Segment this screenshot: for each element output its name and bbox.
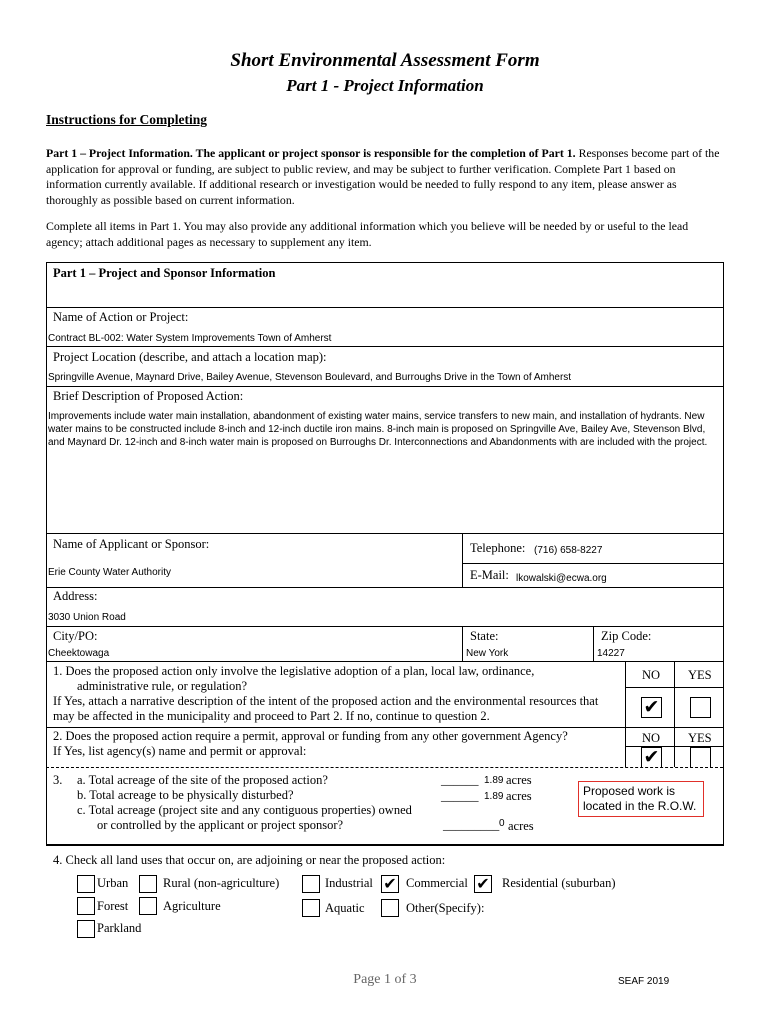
aquatic-label: Aquatic — [325, 901, 365, 915]
aquatic-checkbox[interactable] — [302, 899, 320, 917]
commercial-checkbox[interactable]: ✔ — [381, 875, 399, 893]
divider — [46, 626, 723, 627]
q4-text: 4. Check all land uses that occur on, are adjoining or near the proposed action: — [53, 853, 446, 867]
city-field[interactable]: Cheektowaga — [48, 648, 110, 659]
applicant-label: Name of Applicant or Sponsor: — [53, 537, 210, 551]
q3c-text-line-2: or controlled by the applicant or project sponsor? — [97, 818, 344, 832]
other-label: Other(Specify): — [406, 901, 485, 915]
q1-text-line-3: If Yes, attach a narrative description of the intent of the proposed action and the environmental resources that — [53, 694, 599, 708]
parkland-checkbox[interactable] — [77, 920, 95, 938]
email-label: E-Mail: — [470, 568, 509, 582]
q3c-text-line-1: c. Total acreage (project site and any contiguous properties) owned — [77, 803, 412, 817]
q1-text-line-4: may be affected in the municipality and proceed to Part 2. If no, continue to question 2. — [53, 709, 490, 723]
agriculture-label: Agriculture — [163, 899, 221, 913]
address-label: Address: — [53, 589, 98, 603]
forest-label: Forest — [97, 899, 129, 913]
q3b-underline: ______ — [441, 789, 479, 803]
q1-yes-checkbox[interactable] — [690, 697, 711, 718]
description-field[interactable]: Improvements include water main installation, abandonment of existing water mains, service transfers to new main, and installation of hydrants. New water mains to be constructed include 8-inch and 12-inch ductile iron mains. 8-inch main is proposed on Springville Ave, Bailey Ave, Stevenson Blvd, and Maynard Dr. 12-inch and 8-inch water main is proposed on Burroughs Dr. Interconnections and Abandonments with are included with the project. — [48, 411, 708, 448]
q3a-acres-unit: acres — [506, 773, 532, 787]
industrial-checkbox[interactable] — [302, 875, 320, 893]
q2-no-checkbox[interactable]: ✔ — [641, 747, 662, 767]
q2-no-label: NO — [642, 731, 661, 745]
page-number: Page 1 of 3 — [353, 972, 417, 987]
telephone-label: Telephone: — [470, 541, 526, 555]
divider — [462, 563, 723, 564]
q3a-underline: ______ — [441, 773, 479, 787]
q3b-acres-unit: acres — [506, 789, 532, 803]
divider — [46, 661, 723, 662]
divider — [674, 661, 675, 727]
q3c-underline: _________ — [443, 818, 500, 832]
divider — [674, 727, 675, 767]
zip-label: Zip Code: — [601, 629, 652, 643]
instructions-paragraph-2: Complete all items in Part 1. You may also provide any additional information which you believe will be needed by or useful to the lead agency; attach additional pages as necessary to supplement any item. — [46, 219, 689, 249]
location-label: Project Location (describe, and attach a location map): — [53, 350, 327, 364]
q3c-acres-unit: acres — [508, 819, 534, 833]
divider — [46, 346, 723, 347]
divider — [46, 767, 723, 768]
q3b-text: b. Total acreage to be physically disturbed? — [77, 788, 294, 802]
q3a-text: a. Total acreage of the site of the proposed action? — [77, 773, 328, 787]
note-textbox[interactable]: Proposed work is located in the R.O.W. — [578, 781, 704, 817]
q2-yes-label: YES — [688, 731, 712, 745]
urban-label: Urban — [97, 876, 129, 890]
agriculture-checkbox[interactable] — [139, 897, 157, 915]
description-label: Brief Description of Proposed Action: — [53, 389, 244, 403]
state-label: State: — [470, 629, 499, 643]
form-title: Short Environmental Assessment Form — [230, 50, 540, 71]
q3b-acreage-field[interactable]: 1.89 — [484, 791, 504, 802]
divider — [46, 386, 723, 387]
location-field[interactable]: Springville Avenue, Maynard Drive, Bailey Avenue, Stevenson Boulevard, and Burroughs Drive in the Town of Amherst — [48, 372, 572, 383]
telephone-field[interactable]: (716) 658-8227 — [534, 545, 603, 556]
commercial-label: Commercial — [406, 876, 468, 890]
urban-checkbox[interactable] — [77, 875, 95, 893]
q2-text-line-2: If Yes, list agency(s) name and permit or approval: — [53, 744, 307, 758]
divider — [46, 307, 723, 308]
name-of-action-field[interactable]: Contract BL-002: Water System Improvements Town of Amherst — [48, 333, 332, 344]
q2-text-line-1: 2. Does the proposed action require a permit, approval or funding from any other government Agency? — [53, 729, 568, 743]
section-title: Part 1 – Project and Sponsor Information — [53, 266, 276, 280]
q2-yes-checkbox[interactable] — [690, 747, 711, 767]
industrial-label: Industrial — [325, 876, 373, 890]
divider — [593, 626, 594, 661]
city-label: City/PO: — [53, 629, 98, 643]
divider — [46, 533, 723, 534]
address-field[interactable]: 3030 Union Road — [48, 612, 126, 623]
instructions-paragraph-1-rest: Responses become part of the application for approval or funding, are subject to public review, and may be subject to further verification. Complete Part 1 based on information currently available. If additional research or investigation would be needed to fully respond to any item, please answer as thoroughly as possible based on current information. — [46, 146, 720, 207]
state-field[interactable]: New York — [466, 648, 509, 659]
other-checkbox[interactable] — [381, 899, 399, 917]
divider — [625, 687, 723, 688]
divider — [625, 727, 626, 767]
form-id: SEAF 2019 — [618, 976, 670, 987]
zip-field[interactable]: 14227 — [597, 648, 625, 659]
q1-no-checkbox[interactable]: ✔ — [641, 697, 662, 718]
instructions-paragraph-1-bold: Part 1 – Project Information. The applicant or project sponsor is responsible for the completion of Part 1. — [46, 146, 576, 160]
parkland-label: Parkland — [97, 921, 142, 935]
q3-number: 3. — [53, 773, 63, 787]
name-of-action-label: Name of Action or Project: — [53, 310, 189, 324]
divider — [625, 661, 626, 727]
q1-yes-label: YES — [688, 668, 712, 682]
form-subtitle: Part 1 - Project Information — [286, 76, 484, 95]
residential-label: Residential (suburban) — [502, 876, 616, 890]
divider — [46, 727, 723, 728]
q1-no-label: NO — [642, 668, 661, 682]
q1-text-line-2: administrative rule, or regulation? — [77, 679, 248, 693]
q3a-acreage-field[interactable]: 1.89 — [484, 775, 504, 786]
divider — [462, 626, 463, 661]
applicant-field[interactable]: Erie County Water Authority — [48, 567, 172, 578]
rural-checkbox[interactable] — [139, 875, 157, 893]
q3c-acreage-field[interactable]: 0 — [499, 818, 505, 829]
q1-text-line-1: 1. Does the proposed action only involve the legislative adoption of a plan, local law, ordinance, — [53, 664, 535, 678]
divider — [46, 844, 723, 845]
rural-label: Rural (non-agriculture) — [163, 876, 280, 890]
residential-checkbox[interactable]: ✔ — [474, 875, 492, 893]
divider — [462, 533, 463, 587]
forest-checkbox[interactable] — [77, 897, 95, 915]
divider — [46, 587, 723, 588]
email-field[interactable]: lkowalski@ecwa.org — [516, 573, 607, 584]
instructions-heading: Instructions for Completing — [46, 112, 208, 127]
instructions-paragraph-1 — [46, 146, 726, 208]
